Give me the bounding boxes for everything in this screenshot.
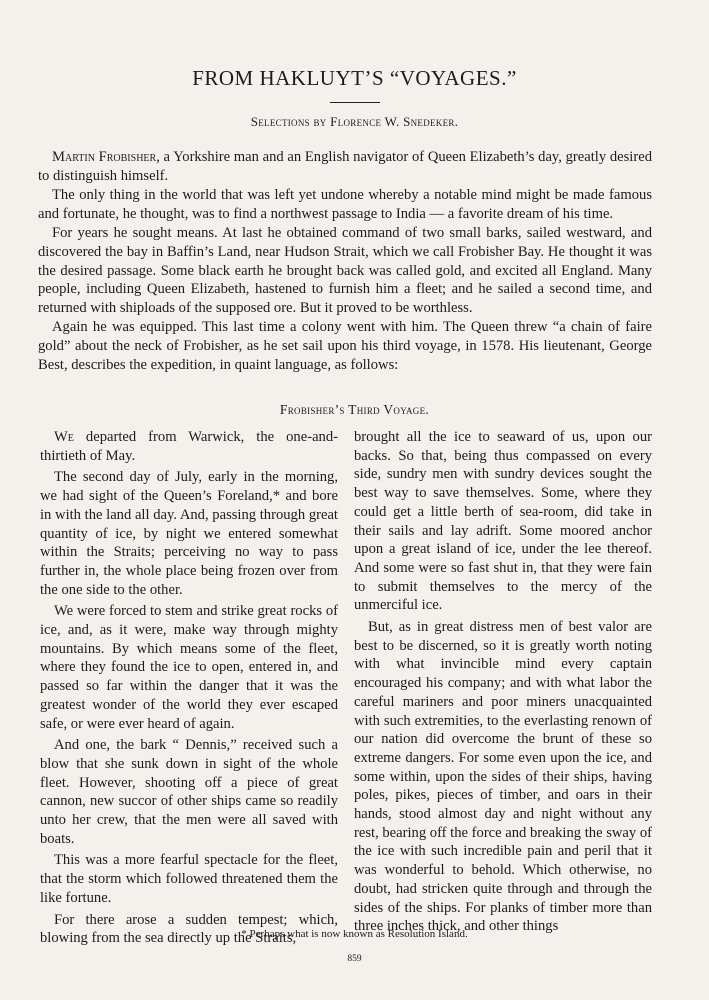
column-paragraph: The second day of July, early in the morning, we had sight of the Queen’s Foreland,* and bore in with the land all day. And, passing through great quantity of ice, by night we entered somewhat within the Straits; perceiving no way to pass further in, the whole place being frozen over from the one side to the other. <box>40 469 338 598</box>
intro-paragraph <box>38 148 652 185</box>
title-divider <box>330 102 380 103</box>
intro-paragraph: Again he was equipped. This last time a colony went with him. The Queen threw “a chain of faire gold” about the neck of Frobisher, as he set sail upon his third voyage, in 1578. His lieutenant, George Best, describes the expedition, in quaint language, as follows: <box>38 319 652 373</box>
section-heading: Frobisher’s Third Voyage. <box>279 402 430 417</box>
column-paragraph: We were forced to stem and strike great rocks of ice, and, as it were, make way through mighty mountains. By which means some of the fleet, where they found the ice to open, entered in, and passed so far within the danger that it was the greatest wonder of the world they ever escaped safe, or were ever heard of again. <box>40 603 338 732</box>
page-number: 859 <box>347 954 362 964</box>
column-paragraph: For there arose a sudden tempest; which, blowing from the sea directly up the Straits, <box>40 911 338 947</box>
intro-text <box>38 148 652 375</box>
column-paragraph: And one, the bark “ Dennis,” received such a blow that she sunk down in sight of the whole fleet. However, shooting off a piece of great cannon, new succor of other ships came so readily unto her crew, that the men were all saved with boats. <box>40 737 338 847</box>
footnote: * Perhaps what is now known as Resolution Island. <box>241 928 468 940</box>
article-title: FROM HAKLUYT’S “VOYAGES.” <box>192 66 517 90</box>
intro-paragraph: The only thing in the world that was left yet undone whereby a notable mind might be made famous and fortunate, he thought, was to find a northwest passage to India — a favorite dream of his time. <box>38 187 652 222</box>
column-paragraph: But, as in great distress men of best valor are best to be discerned, so it is greatly worth noting with what invincible mind every captain encouraged his company; and with what labor the careful mariners and poor miners unacquainted with such extremities, to the everlasting renown of our nation did overcome the brunt of these so extreme dangers. For some even upon the ice, and some within, upon the sides of their ships, having poles, pikes, pieces of timber, and oars in their hands, stood almost day and night without any rest, bearing off the force and breaking the sway of the ice with such incredible pain and peril that it was wonderful to behold. Which otherwise, no doubt, had stricken quite through and through the sides of the ships. For planks of timber more than three inches thick, and other things <box>354 619 652 935</box>
right-column <box>354 428 652 939</box>
paragraph-text: , a Yorkshire man and an English navigator of Queen Elizabeth’s day, greatly desired to distinguish himself. <box>38 149 652 184</box>
column-paragraph: This was a more fearful spectacle for the fleet, that the storm which followed threatened them the like fortune. <box>40 852 338 906</box>
column-paragraph <box>40 428 338 465</box>
intro-paragraph: For years he sought means. At last he obtained command of two small barks, sailed westward, and discovered the bay in Baffin’s Land, near Hudson Strait, which we call Frobisher Bay. He thought it was the desired passage. Some black earth he brought back was called gold, and excited all England. Many people, including Queen Elizabeth, hastened to furnish him a fleet; and he sailed a second time, and returned with shiploads of the supposed ore. But it proved to be worthless. <box>38 225 652 316</box>
lead-words: Martin Frobisher <box>52 149 157 165</box>
column-paragraph: brought all the ice to seaward of us, upon our backs. So that, being thus compassed on every side, sundry men with sundry devices sought the best way to save themselves. Some, where they could get a little berth of sea-room, did take in their sails and lay adrift. Some moored anchor upon a great island of ice, under the lee thereof. And some were so fast shut in, that they were fain to submit themselves to the mercy of the unmerciful ice. <box>354 429 652 614</box>
byline: Selections by Florence W. Snedeker. <box>250 114 459 129</box>
lead-words: We <box>54 429 74 445</box>
left-column <box>40 428 338 951</box>
paragraph-text: departed from Warwick, the one-and-thirtieth of May. <box>40 429 338 464</box>
